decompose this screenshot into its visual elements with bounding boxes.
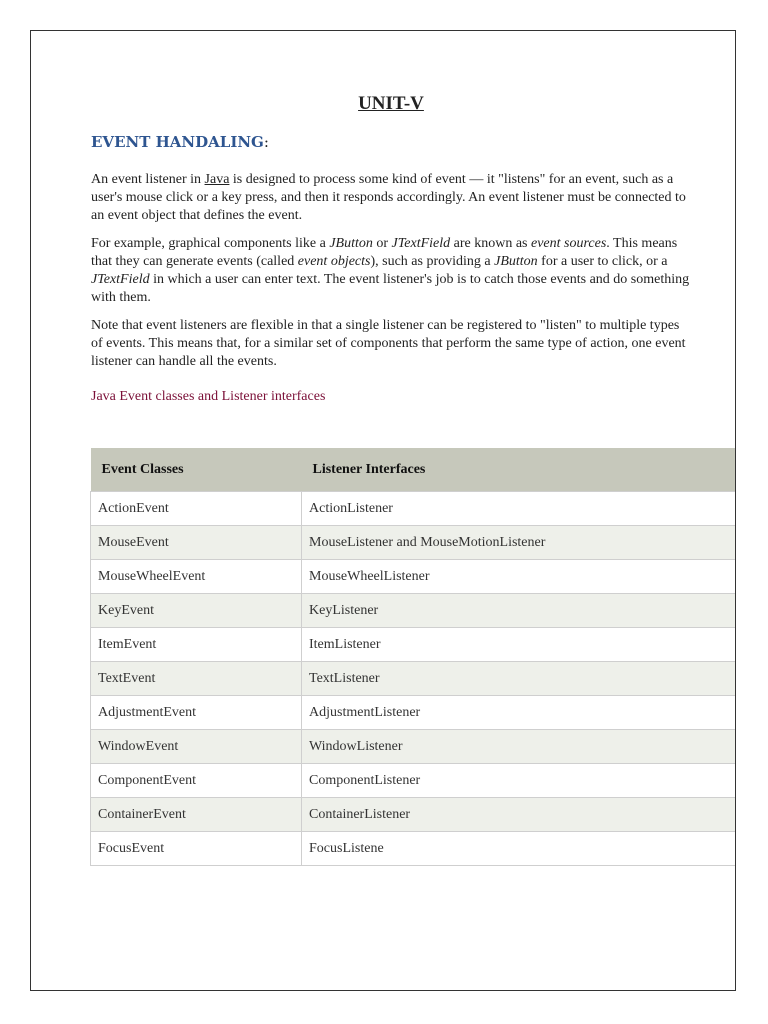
table-header-row [91,448,736,492]
section-heading-colon: : [263,133,269,151]
document-content [91,93,691,423]
para2-t2: or [372,236,392,251]
table-row [91,492,736,526]
table-row [91,594,736,628]
event-class-cell: ItemEvent [91,628,302,662]
para2-t6: for a user to click, or a [537,254,668,269]
listener-interface-cell: ComponentListener [302,764,736,798]
paragraph-note: Note that event listeners are flexible in that a single listener can be registered to "listen" to multiple types of events. This means that, for a similar set of components that perform the same type of action, one event listener can handle all the events. [91,318,686,369]
table-row [91,628,736,662]
java-link[interactable]: Java [204,172,230,187]
column-header-listener-interfaces: Listener Interfaces [302,448,736,492]
listener-interface-cell: ActionListener [302,492,736,526]
table-row [91,798,736,832]
para1-text-before: An event listener in [91,172,205,187]
para2-i1: JButton [329,236,373,251]
listener-interface-cell: WindowListener [302,730,736,764]
listener-interface-cell: KeyListener [302,594,736,628]
event-listener-table [90,448,736,866]
event-class-cell: MouseEvent [91,526,302,560]
event-class-cell: KeyEvent [91,594,302,628]
section-heading-text: EVENT HANDALING [91,133,264,151]
para2-t7: in which a user can enter text. The event listener's job is to catch those events and do something with them. [91,272,690,305]
event-class-cell: ContainerEvent [91,798,302,832]
listener-interface-cell: ItemListener [302,628,736,662]
event-class-cell: ActionEvent [91,492,302,526]
para2-i4: event objects [297,254,371,269]
para2-t3: are known as [450,236,531,251]
table-row [91,730,736,764]
para2-t5: ), such as providing a [370,254,495,269]
section-heading [91,133,691,151]
event-class-cell: ComponentEvent [91,764,302,798]
event-class-cell: WindowEvent [91,730,302,764]
listener-interface-cell: FocusListene [302,832,736,866]
para2-i3: event sources [531,236,607,251]
table-row [91,764,736,798]
event-class-cell: FocusEvent [91,832,302,866]
table-row [91,526,736,560]
listener-interface-cell: AdjustmentListener [302,696,736,730]
para2-i5: JButton [494,254,538,269]
paragraph-intro [91,171,691,225]
table-row [91,560,736,594]
event-class-cell: TextEvent [91,662,302,696]
para2-i6: JTextField [91,272,150,287]
column-header-event-classes: Event Classes [91,448,302,492]
event-class-cell: MouseWheelEvent [91,560,302,594]
table-row [91,696,736,730]
para2-t4: . This means that they can generate events (called [91,236,678,269]
event-class-cell: AdjustmentEvent [91,696,302,730]
paragraph-example [91,235,691,307]
para2-t1: For example, graphical components like a [91,236,330,251]
listener-interface-cell: MouseWheelListener [302,560,736,594]
listener-interface-cell: ContainerListener [302,798,736,832]
listener-interface-cell: TextListener [302,662,736,696]
table-subheading: Java Event classes and Listener interfaces [91,389,326,404]
unit-title: UNIT-V [358,93,424,114]
table-row [91,832,736,866]
para2-i2: JTextField [391,236,451,251]
para1-text-after: is designed to process some kind of event — it "listens" for an event, such as a user's mouse click or a key press, and then it responds accordingly. An event listener must be connected to an event object that defines the event. [91,172,686,223]
table-row [91,662,736,696]
listener-interface-cell: MouseListener and MouseMotionListener [302,526,736,560]
document-page [30,30,736,991]
